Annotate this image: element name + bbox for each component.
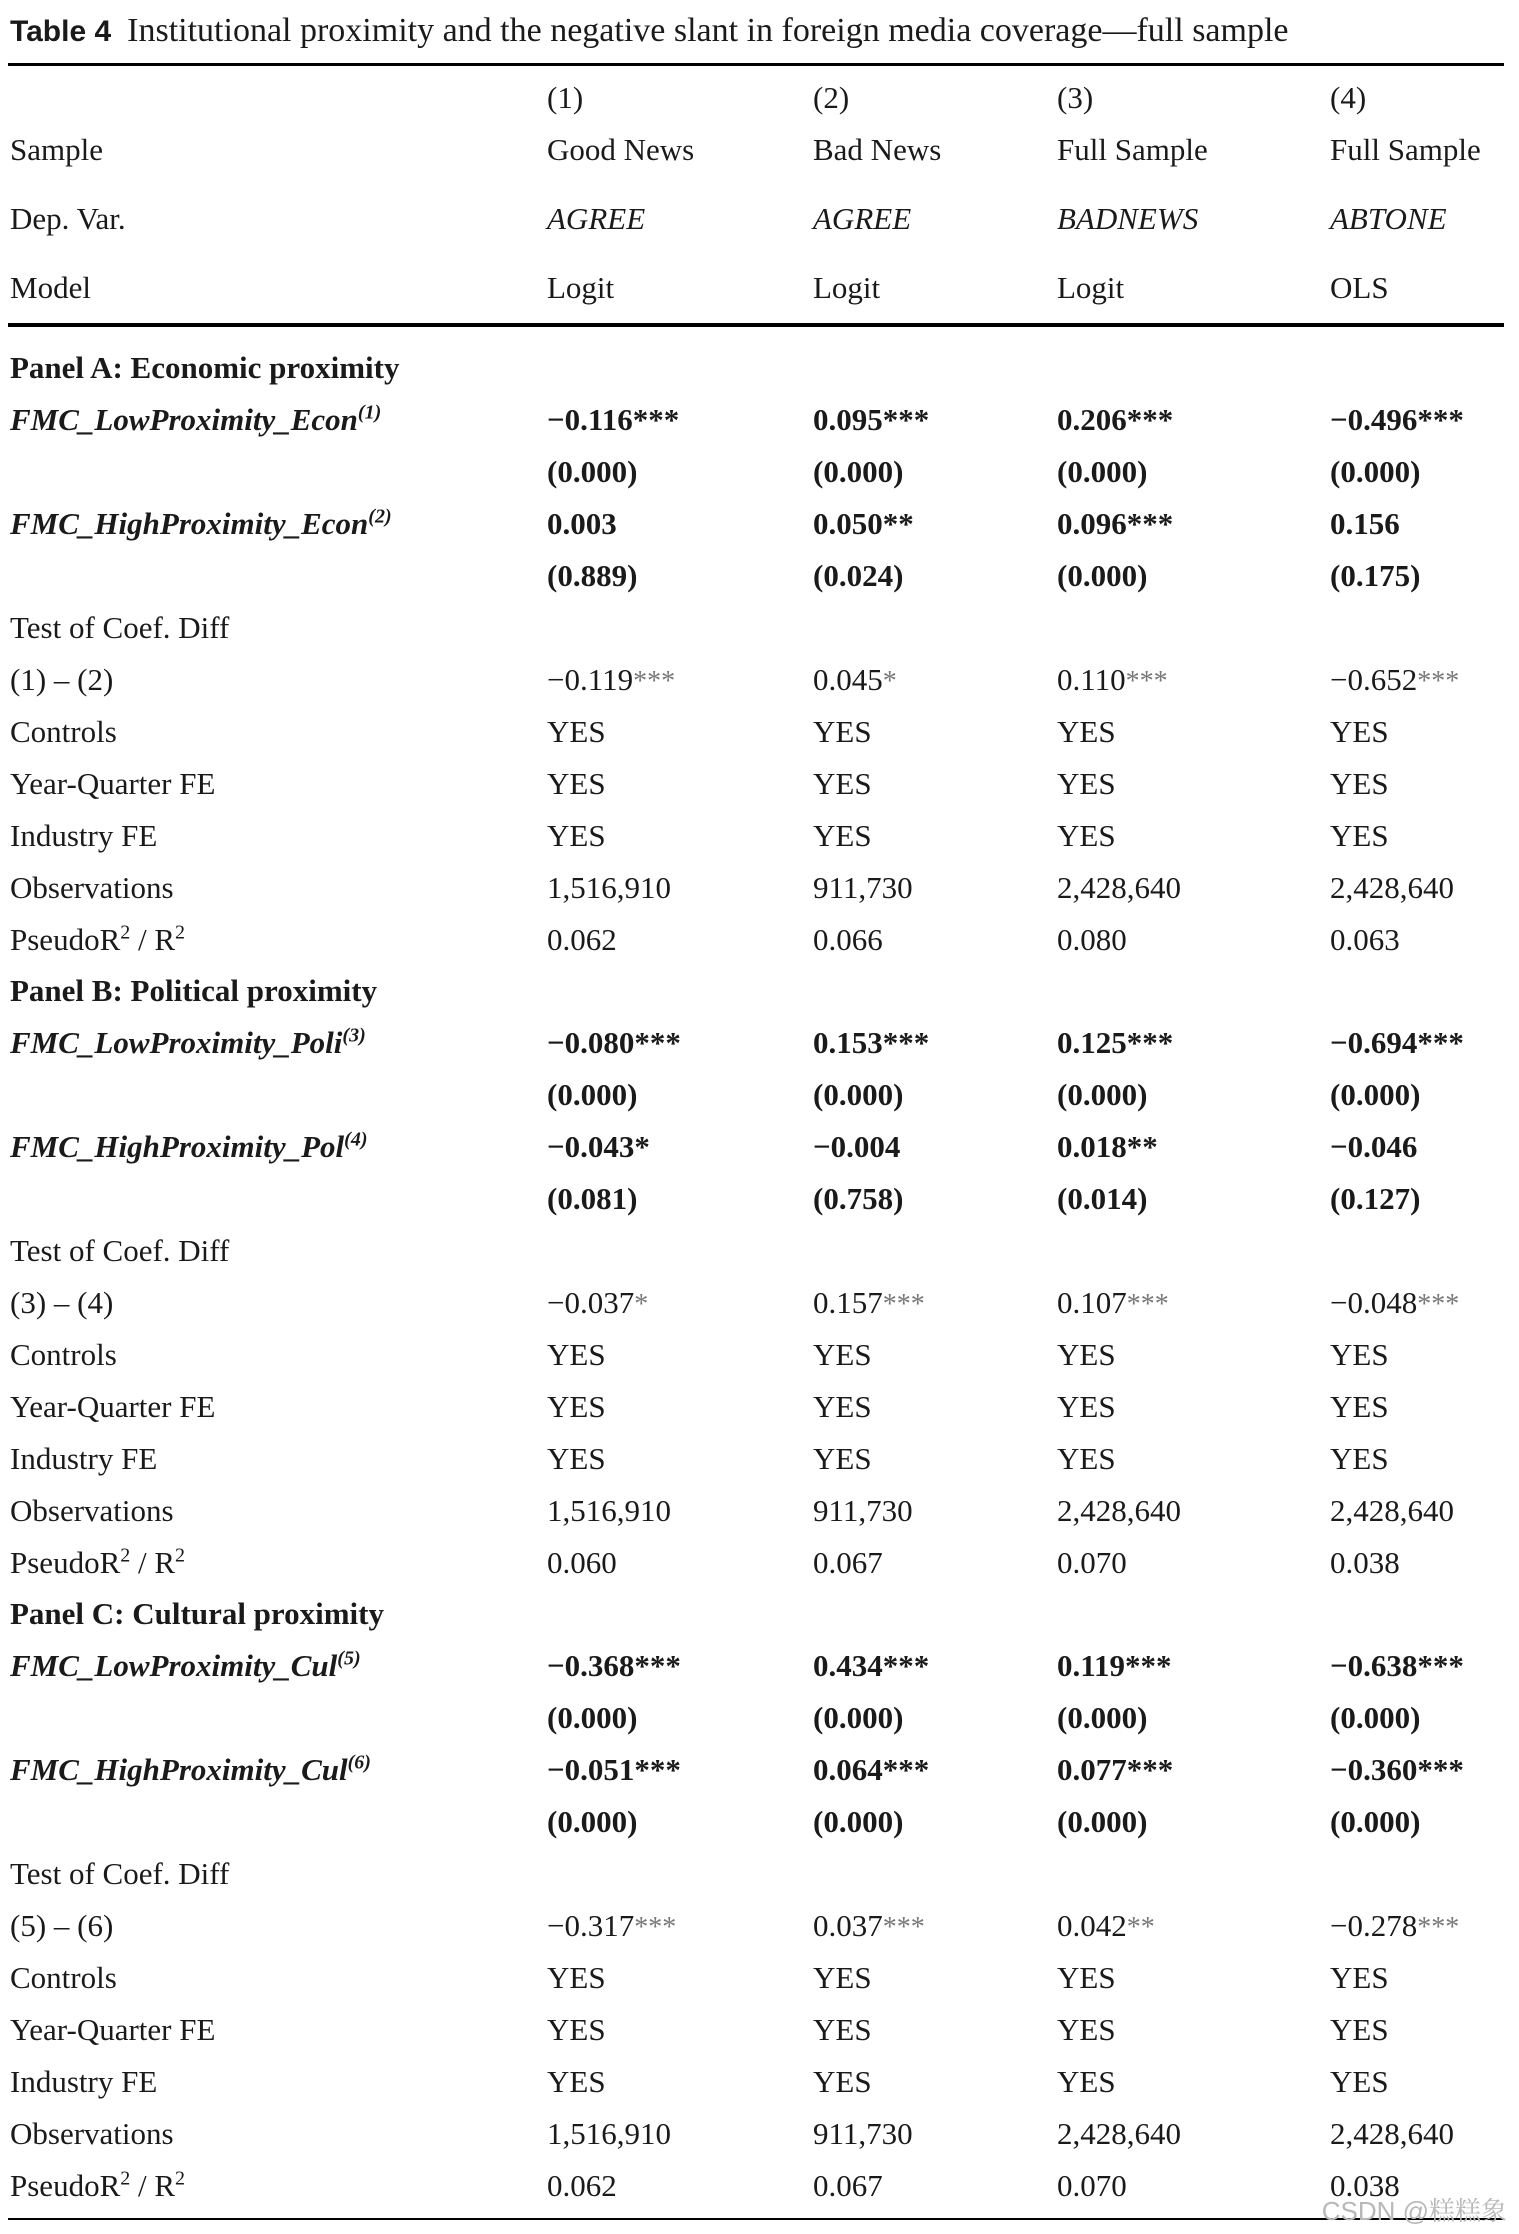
observations-col4: 2,428,640 — [1330, 1493, 1454, 1528]
p-value-col2: (0.758) — [813, 1181, 904, 1216]
panel-title: Panel C: Cultural proximity — [10, 1596, 384, 1631]
sample-label: Sample — [10, 132, 103, 167]
observations-col4: 2,428,640 — [1330, 2116, 1454, 2151]
p-value-col2: (0.000) — [813, 1077, 904, 1112]
p-value-col3: (0.000) — [1057, 558, 1148, 593]
year-quarter-fe-col3: YES — [1057, 2012, 1116, 2047]
col-number-col3: (3) — [1057, 80, 1094, 115]
diff-value: −0.317 — [547, 1908, 635, 1943]
diff-stars: * — [882, 666, 897, 697]
industry-fe-label: Industry FE — [10, 1441, 158, 1476]
depvar-col1: AGREE — [547, 201, 646, 236]
industry-fe-col2: YES — [813, 1441, 872, 1476]
r2-label-part: 2 — [175, 1544, 186, 1567]
variable-superscript: (6) — [347, 1751, 371, 1774]
test-label: Test of Coef. Diff — [10, 610, 230, 645]
p-value-col2: (0.000) — [813, 1804, 904, 1839]
coefficient-col2: 0.095*** — [813, 402, 930, 437]
r2-col2: 0.067 — [813, 1545, 883, 1580]
depvar-label: Dep. Var. — [10, 201, 126, 236]
r2-col1: 0.062 — [547, 922, 617, 957]
coef-diff-col4 — [1330, 1287, 1459, 1319]
controls-col1: YES — [547, 1337, 606, 1372]
diff-label: (5) – (6) — [10, 1908, 114, 1943]
r2-col4: 0.038 — [1330, 1545, 1400, 1580]
variable-name: FMC_LowProximity_Cul — [10, 1648, 338, 1683]
industry-fe-col1: YES — [547, 1441, 606, 1476]
industry-fe-col3: YES — [1057, 2064, 1116, 2099]
year-quarter-fe-label: Year-Quarter FE — [10, 2012, 216, 2047]
coefficient-col2: 0.434*** — [813, 1648, 930, 1683]
coefficient-col2: −0.004 — [813, 1129, 901, 1164]
year-quarter-fe-col4: YES — [1330, 2012, 1389, 2047]
p-value-col1: (0.000) — [547, 454, 638, 489]
coef-diff-col3 — [1057, 1910, 1155, 1942]
table-number: Table 4 — [10, 15, 112, 48]
controls-col4: YES — [1330, 714, 1389, 749]
industry-fe-col2: YES — [813, 818, 872, 853]
col-number-col4: (4) — [1330, 80, 1367, 115]
table-caption: Institutional proximity and the negative slant in foreign media coverage—full sample — [127, 12, 1289, 49]
coef-diff-col1 — [547, 664, 675, 696]
coefficient-col4: −0.046 — [1330, 1129, 1418, 1164]
industry-fe-col1: YES — [547, 2064, 606, 2099]
coefficient-col1: −0.080*** — [547, 1025, 681, 1060]
r2-label-part: 2 — [175, 921, 186, 944]
depvar-col4: ABTONE — [1330, 201, 1447, 236]
coefficient-col3: 0.096*** — [1057, 506, 1174, 541]
r2-label-part: / R — [130, 1545, 176, 1580]
diff-stars: *** — [1417, 666, 1460, 697]
controls-col2: YES — [813, 1960, 872, 1995]
p-value-col4: (0.000) — [1330, 454, 1421, 489]
year-quarter-fe-label: Year-Quarter FE — [10, 1389, 216, 1424]
industry-fe-col4: YES — [1330, 2064, 1389, 2099]
variable-name: FMC_LowProximity_Econ — [10, 402, 358, 437]
year-quarter-fe-col2: YES — [813, 766, 872, 801]
model-col3: Logit — [1057, 270, 1125, 305]
r2-label — [10, 2167, 186, 2203]
variable-label — [10, 1751, 371, 1787]
panel-title: Panel B: Political proximity — [10, 973, 378, 1008]
p-value-col1: (0.889) — [547, 558, 638, 593]
diff-stars: * — [634, 1289, 649, 1320]
coefficient-col4: −0.694*** — [1330, 1025, 1464, 1060]
coefficient-col4: 0.156 — [1330, 506, 1400, 541]
r2-label — [10, 921, 186, 957]
variable-label — [10, 401, 382, 437]
coefficient-col3: 0.018** — [1057, 1129, 1158, 1164]
coefficient-col1: −0.043* — [547, 1129, 650, 1164]
model-col4: OLS — [1330, 270, 1389, 305]
diff-stars: *** — [633, 666, 676, 697]
year-quarter-fe-col3: YES — [1057, 766, 1116, 801]
diff-stars: *** — [882, 1289, 925, 1320]
r2-col2: 0.066 — [813, 922, 883, 957]
industry-fe-col3: YES — [1057, 1441, 1116, 1476]
industry-fe-label: Industry FE — [10, 818, 158, 853]
year-quarter-fe-col1: YES — [547, 1389, 606, 1424]
model-col1: Logit — [547, 270, 615, 305]
test-label: Test of Coef. Diff — [10, 1856, 230, 1891]
p-value-col2: (0.000) — [813, 454, 904, 489]
observations-col2: 911,730 — [813, 870, 913, 905]
r2-label-part: / R — [130, 2168, 176, 2203]
sample-col4: Full Sample — [1330, 132, 1481, 167]
controls-col1: YES — [547, 714, 606, 749]
diff-stars: *** — [1417, 1912, 1460, 1943]
p-value-col4: (0.000) — [1330, 1077, 1421, 1112]
diff-value: 0.110 — [1057, 662, 1126, 697]
r2-label-part: PseudoR — [10, 2168, 121, 2203]
r2-label-part: PseudoR — [10, 922, 121, 957]
variable-label — [10, 1128, 368, 1164]
coefficient-col3: 0.119*** — [1057, 1648, 1172, 1683]
p-value-col3: (0.000) — [1057, 454, 1148, 489]
industry-fe-col2: YES — [813, 2064, 872, 2099]
variable-label — [10, 1024, 366, 1060]
r2-col2: 0.067 — [813, 2168, 883, 2203]
r2-label-part: 2 — [175, 2167, 186, 2190]
year-quarter-fe-col2: YES — [813, 2012, 872, 2047]
observations-col2: 911,730 — [813, 1493, 913, 1528]
p-value-col1: (0.081) — [547, 1181, 638, 1216]
table-title — [10, 12, 1289, 50]
diff-value: 0.107 — [1057, 1285, 1127, 1320]
year-quarter-fe-col4: YES — [1330, 1389, 1389, 1424]
variable-name: FMC_LowProximity_Poli — [10, 1025, 343, 1060]
coefficient-col4: −0.496*** — [1330, 402, 1464, 437]
diff-value: −0.048 — [1330, 1285, 1418, 1320]
variable-name: FMC_HighProximity_Pol — [10, 1129, 345, 1164]
p-value-col4: (0.000) — [1330, 1804, 1421, 1839]
p-value-col4: (0.127) — [1330, 1181, 1421, 1216]
col-number-col1: (1) — [547, 80, 584, 115]
year-quarter-fe-col1: YES — [547, 2012, 606, 2047]
year-quarter-fe-col2: YES — [813, 1389, 872, 1424]
r2-col1: 0.062 — [547, 2168, 617, 2203]
r2-label-part: PseudoR — [10, 1545, 121, 1580]
coefficient-col2: 0.050** — [813, 506, 914, 541]
diff-value: 0.157 — [813, 1285, 883, 1320]
variable-superscript: (3) — [342, 1024, 366, 1047]
coefficient-col3: 0.206*** — [1057, 402, 1174, 437]
coef-diff-col2 — [813, 664, 897, 696]
controls-col3: YES — [1057, 714, 1116, 749]
observations-col2: 911,730 — [813, 2116, 913, 2151]
p-value-col3: (0.014) — [1057, 1181, 1148, 1216]
industry-fe-col1: YES — [547, 818, 606, 853]
r2-col3: 0.070 — [1057, 1545, 1127, 1580]
controls-col2: YES — [813, 714, 872, 749]
r2-label-part: 2 — [120, 2167, 131, 2190]
coefficient-col4: −0.360*** — [1330, 1752, 1464, 1787]
r2-col3: 0.070 — [1057, 2168, 1127, 2203]
p-value-col1: (0.000) — [547, 1700, 638, 1735]
diff-stars: *** — [882, 1912, 925, 1943]
coef-diff-col1 — [547, 1287, 648, 1319]
coefficient-col1: −0.368*** — [547, 1648, 681, 1683]
diff-label: (3) – (4) — [10, 1285, 114, 1320]
coefficient-col4: −0.638*** — [1330, 1648, 1464, 1683]
controls-label: Controls — [10, 714, 117, 749]
industry-fe-col4: YES — [1330, 818, 1389, 853]
coef-diff-col1 — [547, 1910, 676, 1942]
controls-label: Controls — [10, 1337, 117, 1372]
coefficient-col1: −0.116*** — [547, 402, 680, 437]
diff-stars: ** — [1126, 1912, 1155, 1943]
observations-col1: 1,516,910 — [547, 870, 671, 905]
year-quarter-fe-col1: YES — [547, 766, 606, 801]
model-label: Model — [10, 270, 91, 305]
coef-diff-col4 — [1330, 1910, 1459, 1942]
diff-value: 0.042 — [1057, 1908, 1127, 1943]
r2-col3: 0.080 — [1057, 922, 1127, 957]
diff-value: 0.037 — [813, 1908, 883, 1943]
coefficient-col2: 0.153*** — [813, 1025, 930, 1060]
variable-superscript: (2) — [368, 505, 392, 528]
coefficient-col1: −0.051*** — [547, 1752, 681, 1787]
industry-fe-col4: YES — [1330, 1441, 1389, 1476]
variable-superscript: (4) — [344, 1128, 368, 1151]
diff-stars: *** — [634, 1912, 677, 1943]
p-value-col1: (0.000) — [547, 1077, 638, 1112]
diff-value: −0.278 — [1330, 1908, 1418, 1943]
sample-col1: Good News — [547, 132, 695, 167]
p-value-col2: (0.000) — [813, 1700, 904, 1735]
panel-title: Panel A: Economic proximity — [10, 350, 400, 385]
observations-label: Observations — [10, 870, 174, 905]
variable-name: FMC_HighProximity_Cul — [10, 1752, 348, 1787]
sample-col3: Full Sample — [1057, 132, 1208, 167]
bottom-rule — [8, 2218, 1504, 2220]
coef-diff-col3 — [1057, 1287, 1169, 1319]
variable-label — [10, 505, 392, 541]
r2-label-part: 2 — [120, 921, 131, 944]
observations-col3: 2,428,640 — [1057, 1493, 1181, 1528]
r2-label — [10, 1544, 186, 1580]
r2-col1: 0.060 — [547, 1545, 617, 1580]
top-rule — [8, 63, 1504, 66]
r2-col4: 0.063 — [1330, 922, 1400, 957]
observations-col1: 1,516,910 — [547, 1493, 671, 1528]
controls-col4: YES — [1330, 1337, 1389, 1372]
controls-col3: YES — [1057, 1337, 1116, 1372]
coef-diff-col2 — [813, 1910, 925, 1942]
depvar-col2: AGREE — [813, 201, 912, 236]
test-label: Test of Coef. Diff — [10, 1233, 230, 1268]
controls-col3: YES — [1057, 1960, 1116, 1995]
controls-label: Controls — [10, 1960, 117, 1995]
p-value-col4: (0.000) — [1330, 1700, 1421, 1735]
coef-diff-col4 — [1330, 664, 1459, 696]
observations-col3: 2,428,640 — [1057, 870, 1181, 905]
coefficient-col3: 0.077*** — [1057, 1752, 1174, 1787]
r2-col4: 0.038 — [1330, 2168, 1400, 2203]
diff-stars: *** — [1126, 1289, 1169, 1320]
coefficient-col1: 0.003 — [547, 506, 617, 541]
variable-superscript: (1) — [357, 401, 382, 424]
industry-fe-col3: YES — [1057, 818, 1116, 853]
observations-col4: 2,428,640 — [1330, 870, 1454, 905]
variable-label — [10, 1647, 361, 1683]
coefficient-col3: 0.125*** — [1057, 1025, 1174, 1060]
variable-superscript: (5) — [337, 1647, 361, 1670]
model-col2: Logit — [813, 270, 881, 305]
depvar-col3: BADNEWS — [1057, 201, 1199, 236]
year-quarter-fe-col3: YES — [1057, 1389, 1116, 1424]
coef-diff-col2 — [813, 1287, 925, 1319]
col-number-col2: (2) — [813, 80, 850, 115]
observations-label: Observations — [10, 2116, 174, 2151]
p-value-col4: (0.175) — [1330, 558, 1421, 593]
diff-value: 0.045 — [813, 662, 883, 697]
coef-diff-col3 — [1057, 664, 1168, 696]
diff-value: −0.652 — [1330, 662, 1418, 697]
header-rule — [8, 323, 1504, 327]
controls-col1: YES — [547, 1960, 606, 1995]
coefficient-col2: 0.064*** — [813, 1752, 930, 1787]
r2-label-part: / R — [130, 922, 176, 957]
controls-col4: YES — [1330, 1960, 1389, 1995]
diff-value: −0.037 — [547, 1285, 635, 1320]
diff-value: −0.119 — [547, 662, 634, 697]
year-quarter-fe-col4: YES — [1330, 766, 1389, 801]
r2-label-part: 2 — [120, 1544, 131, 1567]
industry-fe-label: Industry FE — [10, 2064, 158, 2099]
observations-label: Observations — [10, 1493, 174, 1528]
controls-col2: YES — [813, 1337, 872, 1372]
p-value-col3: (0.000) — [1057, 1804, 1148, 1839]
p-value-col1: (0.000) — [547, 1804, 638, 1839]
p-value-col2: (0.024) — [813, 558, 904, 593]
diff-label: (1) – (2) — [10, 662, 114, 697]
p-value-col3: (0.000) — [1057, 1077, 1148, 1112]
sample-col2: Bad News — [813, 132, 942, 167]
watermark: CSDN @糕糕象 — [1321, 2196, 1507, 2226]
observations-col1: 1,516,910 — [547, 2116, 671, 2151]
p-value-col3: (0.000) — [1057, 1700, 1148, 1735]
diff-stars: *** — [1125, 666, 1168, 697]
variable-name: FMC_HighProximity_Econ — [10, 506, 369, 541]
year-quarter-fe-label: Year-Quarter FE — [10, 766, 216, 801]
observations-col3: 2,428,640 — [1057, 2116, 1181, 2151]
diff-stars: *** — [1417, 1289, 1460, 1320]
